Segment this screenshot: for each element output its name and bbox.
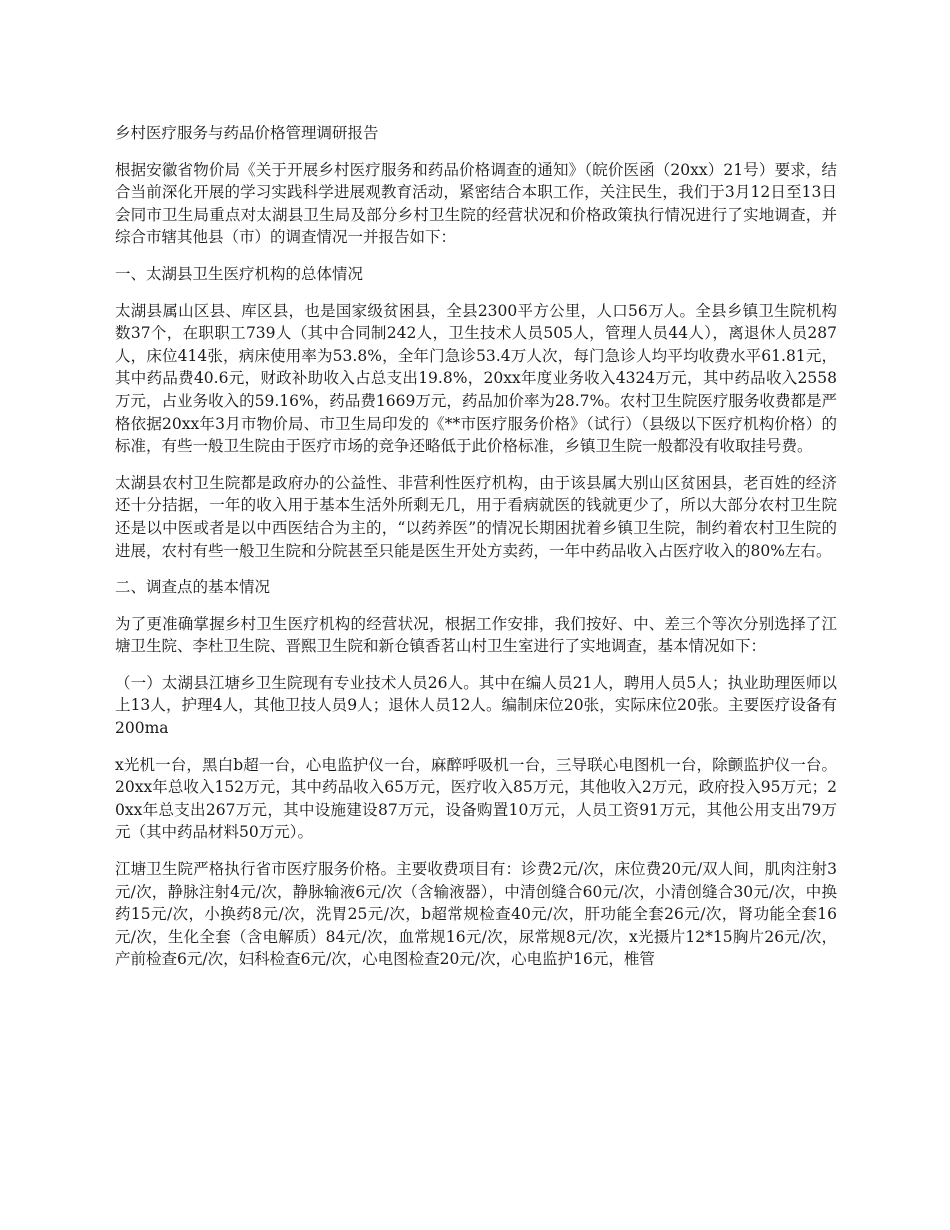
paragraph-jiangtang-equipment: x光机一台，黑白b超一台，心电监护仪一台，麻醉呼吸机一台，三导联心电图机一台，除颤监护仪一台。20xx年总收入152万元，其中药品收入65万元，医疗收入85万元，其他收入2万元，政府投入95万元；20xx年总支出267万元，其中设施建设87万元，设备购置10万元，人员工资91万元，其他公用支出79万元（其中药品材料50万元）。 (115, 755, 837, 842)
section-heading-1: 一、太湖县卫生医疗机构的总体情况 (115, 264, 364, 283)
paragraph-jiangtang-fees: 江塘卫生院严格执行省市医疗服务价格。主要收费项目有：诊费2元/次，床位费20元/双人间，肌肉注射3元/次，静脉注射4元/次，静脉输液6元/次（含输液器），中清创缝合60元/次，小清创缝合30元/次，中换药15元/次，小换药8元/次，洗胃25元/次，b超常规检查40元/次，肝功能全套26元/次，肾功能全套16元/次，生化全套（含电解质）84元/次，血常规16元/次，尿常规8元/次，x光摄片12*15胸片26元/次，产前检查6元/次，妇科检查6元/次，心电图检查20元/次，心电监护16元，椎管 (115, 860, 837, 969)
document-title: 乡村医疗服务与药品价格管理调研报告 (115, 124, 379, 142)
paragraph-rural-hospitals: 太湖县农村卫生院都是政府办的公益性、非营利性医疗机构，由于该县属大别山区贫困县，老百姓的经济还十分拮据，一年的收入用于基本生活外所剩无几，用于看病就医的钱就更少了，所以大部分农村卫生院还是以中医或者是以中西医结合为主的，“以药养医”的情况长期困扰着乡镇卫生院，制约着农村卫生院的进展，农村有些一般卫生院和分院甚至只能是医生开处方卖药，一年中药品收入占医疗收入的80%左右。 (115, 473, 837, 560)
paragraph-jiangtang-staff: （一）太湖县江塘乡卫生院现有专业技术人员26人。其中在编人员21人，聘用人员5人；执业助理医师以上13人，护理4人，其他卫技人员9人；退休人员12人。编制床位20张，实际床位20张。主要医疗设备有200ma (115, 673, 837, 738)
intro-paragraph: 根据安徽省物价局《关于开展乡村医疗服务和药品价格调查的通知》（皖价医函（20xx）21号）要求，结合当前深化开展的学习实践科学进展观教育活动，紧密结合本职工作，关注民生，我们于3月12日至13日会同市卫生局重点对太湖县卫生局及部分乡村卫生院的经营状况和价格政策执行情况进行了实地调查，并综合市辖其他县（市）的调查情况一并报告如下： (115, 160, 837, 247)
section-heading-2: 二、调查点的基本情况 (115, 578, 271, 597)
paragraph-survey-points: 为了更准确掌握乡村卫生医疗机构的经营状况，根据工作安排，我们按好、中、差三个等次分别选择了江塘卫生院、李杜卫生院、晋熙卫生院和新仓镇香茗山村卫生室进行了实地调查，基本情况如下： (115, 614, 837, 656)
paragraph-county-overview: 太湖县属山区县、库区县，也是国家级贫困县，全县2300平方公里，人口56万人。全县乡镇卫生院机构数37个，在职职工739人（其中合同制242人，卫生技术人员505人，管理人员44人），离退休人员287人，床位414张，病床使用率为53.8%，全年门急诊53.4万人次，每门急诊人均平均收费水平61.81元，其中药品费40.6元，财政补助收入占总支出19.8%，20xx年度业务收入4324万元，其中药品收入2558万元，占业务收入的59.16%，药品费1669万元，药品加价率为28.7%。农村卫生院医疗服务收费都是严格依据20xx年3月市物价局、市卫生局印发的《**市医疗服务价格》（试行）（县级以下医疗机构价格）的标准，有些一般卫生院由于医疗市场的竞争还略低于此价格标准，乡镇卫生院一般都没有收取挂号费。 (115, 301, 837, 456)
document-page (115, 122, 837, 985)
